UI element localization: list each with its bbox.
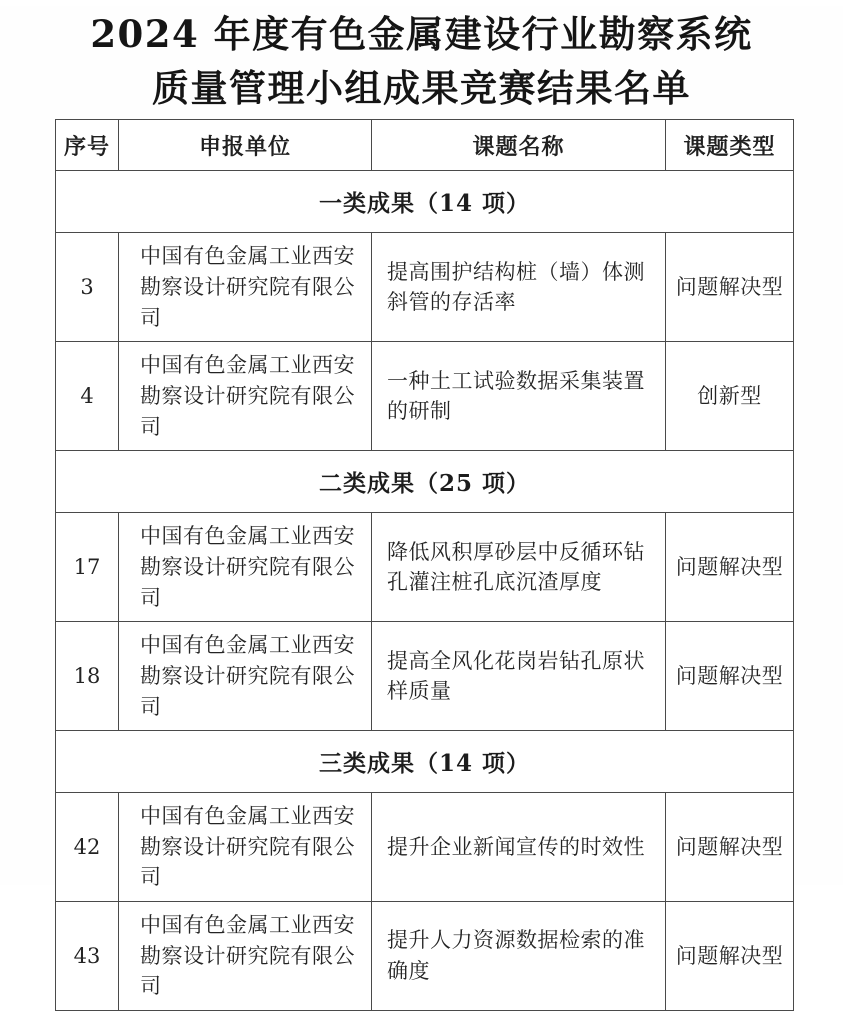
cell-topic-type: 问题解决型	[666, 513, 794, 622]
cell-serial-number: 17	[56, 513, 119, 622]
cell-topic-name: 提高全风化花岗岩钻孔原状样质量	[372, 622, 666, 731]
cell-topic-name: 降低风积厚砂层中反循环钻孔灌注桩孔底沉渣厚度	[372, 513, 666, 622]
table-row	[56, 342, 794, 451]
cell-serial-number: 3	[56, 233, 119, 342]
table-row	[56, 902, 794, 1011]
cell-serial-number: 43	[56, 902, 119, 1011]
cell-topic-name: 一种土工试验数据采集装置的研制	[372, 342, 666, 451]
cell-serial-number: 18	[56, 622, 119, 731]
title-line-2: 质量管理小组成果竞赛结果名单	[152, 65, 691, 110]
cell-topic-name: 提升人力资源数据检索的准确度	[372, 902, 666, 1011]
cell-applicant-unit: 中国有色金属工业西安勘察设计研究院有限公司	[119, 622, 372, 731]
header-topic-name: 课题名称	[372, 120, 666, 171]
header-topic-type: 课题类型	[666, 120, 794, 171]
cell-topic-type: 问题解决型	[666, 902, 794, 1011]
document-title	[0, 6, 843, 115]
cell-applicant-unit: 中国有色金属工业西安勘察设计研究院有限公司	[119, 342, 372, 451]
section-label-class2: 二类成果（25 项）	[56, 451, 794, 513]
results-table	[55, 119, 794, 1011]
section-row-class2	[56, 451, 794, 513]
cell-topic-name: 提高围护结构桩（墙）体测斜管的存活率	[372, 233, 666, 342]
cell-topic-type: 创新型	[666, 342, 794, 451]
table-header-row	[56, 120, 794, 171]
table-row	[56, 513, 794, 622]
section-row-class3	[56, 731, 794, 793]
cell-topic-type: 问题解决型	[666, 793, 794, 902]
header-applicant-unit: 申报单位	[119, 120, 372, 171]
title-line-1: 2024 年度有色金属建设行业勘察系统	[90, 12, 753, 56]
cell-topic-type: 问题解决型	[666, 233, 794, 342]
table-row	[56, 233, 794, 342]
section-label-class1: 一类成果（14 项）	[56, 171, 794, 233]
cell-applicant-unit: 中国有色金属工业西安勘察设计研究院有限公司	[119, 233, 372, 342]
cell-topic-type: 问题解决型	[666, 622, 794, 731]
table-row	[56, 622, 794, 731]
header-serial-number: 序号	[56, 120, 119, 171]
section-label-class3: 三类成果（14 项）	[56, 731, 794, 793]
cell-applicant-unit: 中国有色金属工业西安勘察设计研究院有限公司	[119, 513, 372, 622]
cell-serial-number: 42	[56, 793, 119, 902]
document-page	[0, 6, 843, 999]
table-row	[56, 793, 794, 902]
section-row-class1	[56, 171, 794, 233]
cell-topic-name: 提升企业新闻宣传的时效性	[372, 793, 666, 902]
cell-serial-number: 4	[56, 342, 119, 451]
cell-applicant-unit: 中国有色金属工业西安勘察设计研究院有限公司	[119, 793, 372, 902]
cell-applicant-unit: 中国有色金属工业西安勘察设计研究院有限公司	[119, 902, 372, 1011]
